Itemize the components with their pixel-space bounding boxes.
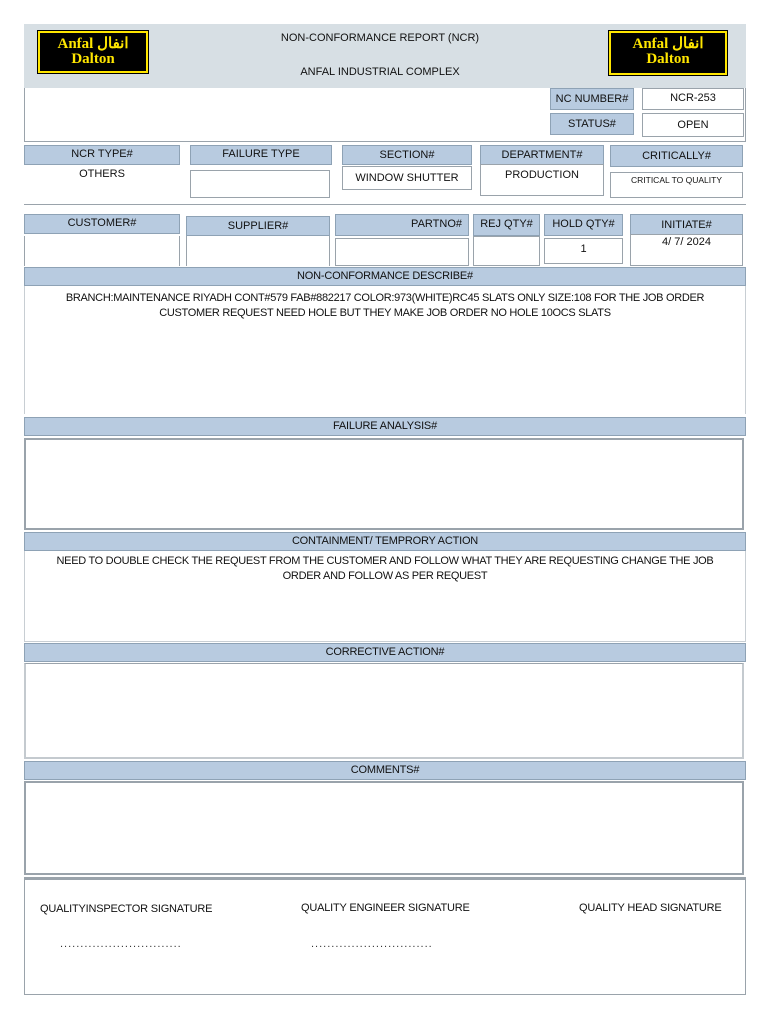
- corrective-action-body: [24, 663, 744, 759]
- nc-info-block: [24, 88, 746, 142]
- nc-number-label: NC NUMBER#: [550, 88, 634, 110]
- report-title: NON-CONFORMANCE REPORT (NCR): [280, 32, 480, 44]
- engineer-signature-line: ..............................: [311, 938, 433, 950]
- supplier-value: [186, 236, 330, 266]
- containment-body: [24, 551, 746, 642]
- critically-label: CRITICALLY#: [610, 145, 743, 167]
- supplier-label: SUPPLIER#: [186, 216, 330, 236]
- critically-value: CRITICAL TO QUALITY: [610, 172, 743, 198]
- signature-block: [24, 877, 746, 995]
- describe-header: NON-CONFORMANCE DESCRIBE#: [24, 267, 746, 286]
- logo-line1: Anfal انفال: [57, 36, 129, 52]
- report-subtitle: ANFAL INDUSTRIAL COMPLEX: [300, 66, 460, 78]
- describe-body: [24, 286, 746, 414]
- department-label: DEPARTMENT#: [480, 145, 604, 165]
- row-divider: [24, 204, 746, 205]
- initiate-value: 4/ 7/ 2024: [630, 234, 743, 266]
- rej-qty-value: [473, 236, 540, 266]
- status-value: OPEN: [642, 113, 744, 137]
- comments-header: COMMENTS#: [24, 761, 746, 780]
- hold-qty-value: 1: [544, 238, 623, 264]
- failure-type-label: FAILURE TYPE: [190, 145, 332, 165]
- rej-qty-label: REJ QTY#: [473, 214, 540, 236]
- describe-line1: BRANCH:MAINTENANCE RIYADH CONT#579 FAB#882217 COLOR:973(WHITE)RC45 SLATS ONLY SIZE:108 FOR THE JOB ORDER: [65, 292, 705, 304]
- status-label: STATUS#: [550, 113, 634, 135]
- containment-header: CONTAINMENT/ TEMPRORY ACTION: [24, 532, 746, 551]
- containment-line2: ORDER AND FOLLOW AS PER REQUEST: [282, 570, 488, 582]
- partno-label: PARTNO#: [335, 214, 469, 236]
- failure-type-value: [190, 170, 330, 198]
- inspector-signature-line: ..............................: [60, 938, 182, 950]
- hold-qty-label: HOLD QTY#: [544, 214, 623, 236]
- failure-analysis-header: FAILURE ANALYSIS#: [24, 417, 746, 436]
- logo-line2: Dalton: [71, 51, 115, 67]
- company-logo-left: [38, 31, 148, 73]
- containment-line1: NEED TO DOUBLE CHECK THE REQUEST FROM THE CUSTOMER AND FOLLOW WHAT THEY ARE REQUESTING CHANGE THE JOB: [56, 555, 714, 567]
- section-value: WINDOW SHUTTER: [342, 166, 472, 190]
- ncr-type-value: OTHERS: [79, 168, 125, 180]
- comments-body: [24, 781, 744, 875]
- logo-line1: Anfal انفال: [632, 36, 704, 52]
- describe-line2: CUSTOMER REQUEST NEED HOLE BUT THEY MAKE JOB ORDER NO HOLE 10OCS SLATS: [159, 307, 611, 319]
- corrective-action-header: CORRECTIVE ACTION#: [24, 643, 746, 662]
- inspector-signature-label: QUALITYINSPECTOR SIGNATURE: [40, 903, 213, 915]
- ncr-type-label: NCR TYPE#: [24, 145, 180, 165]
- company-logo-right: [609, 31, 727, 75]
- logo-line2: Dalton: [646, 51, 690, 67]
- initiate-label: INITIATE#: [630, 214, 743, 236]
- failure-analysis-body: [24, 438, 744, 530]
- customer-value: [24, 236, 180, 266]
- section-label: SECTION#: [342, 145, 472, 165]
- head-signature-label: QUALITY HEAD SIGNATURE: [579, 902, 722, 914]
- department-value: PRODUCTION: [480, 164, 604, 196]
- partno-value: [335, 238, 469, 266]
- customer-label: CUSTOMER#: [24, 214, 180, 234]
- nc-number-value: NCR-253: [642, 88, 744, 110]
- engineer-signature-label: QUALITY ENGINEER SIGNATURE: [301, 902, 470, 914]
